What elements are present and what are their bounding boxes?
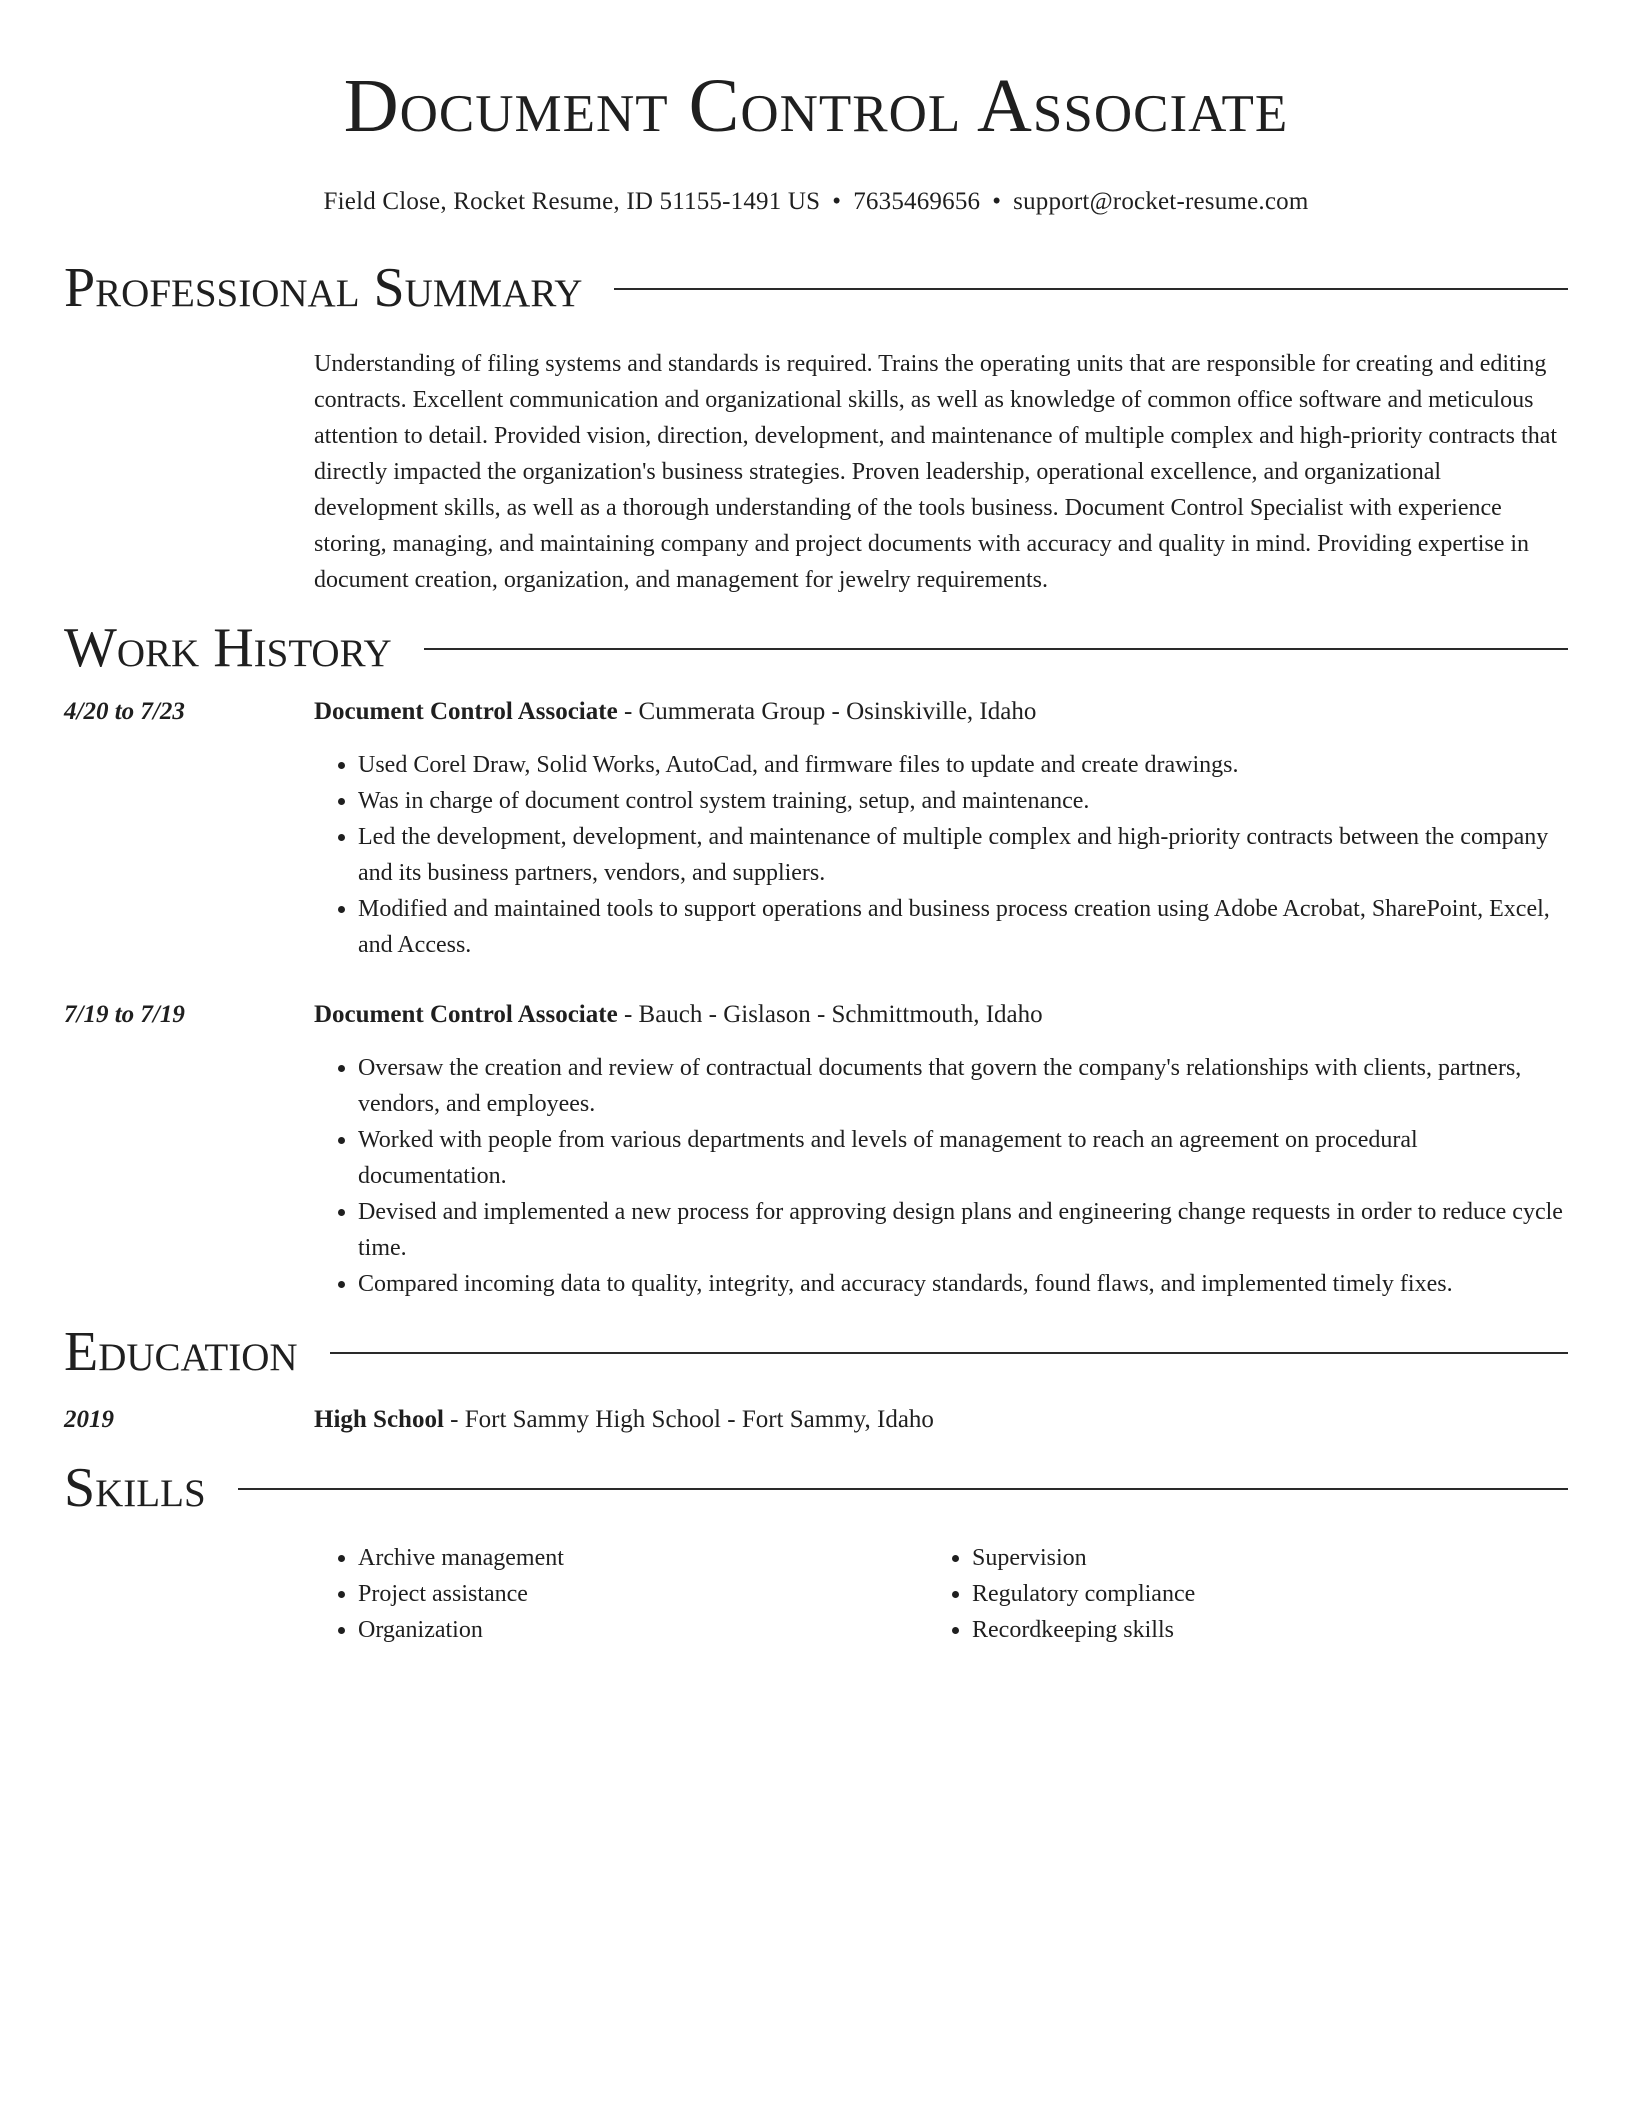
resume-page: [64, 0, 1568, 1648]
education-school: - Fort Sammy High School - Fort Sammy, Idaho: [443, 1406, 934, 1433]
job-bullet: • Led the development, development, and maintenance of multiple complex and high-priority contracts between the company and its business partners, vendors, and suppliers.: [358, 819, 1568, 891]
skills-column-right: [928, 1540, 1542, 1648]
contact-line: [64, 186, 1568, 218]
job-dates: 4/20 to 7/23: [64, 698, 185, 725]
skill-item: • Supervision: [972, 1540, 1542, 1576]
summary-text: Understanding of filing systems and standards is required. Trains the operating units that are responsible for creating and editing contracts. Excellent communication and organizational skills, as well as knowledge of common office software and meticulous attention to detail. Provided vision, direction, development, and maintenance of multiple complex and high-priority contracts that directly impacted the organization's business strategies. Proven leadership, operational excellence, and organizational development skills, as well as a thorough understanding of the tools business. Document Control Specialist with experience storing, managing, and maintaining company and project documents with accuracy and quality in mind. Providing expertise in document creation, organization, and management for jewelry requirements.: [314, 351, 1558, 593]
job-heading: [314, 694, 1568, 730]
job-bullet: • Was in charge of document control system training, setup, and maintenance.: [358, 783, 1568, 819]
skill-item: • Regulatory compliance: [972, 1576, 1542, 1612]
job-bullet: • Modified and maintained tools to support operations and business process creation using Adobe Acrobat, SharePoint, Excel, and Access.: [358, 891, 1568, 963]
section-title-summary: Professional Summary: [64, 257, 583, 319]
section-divider: [424, 648, 1568, 650]
work-history-header: [64, 616, 1568, 680]
job-entry: [64, 694, 1568, 963]
skill-item: • Organization: [358, 1612, 928, 1648]
job-bullet: • Oversaw the creation and review of contractual documents that govern the company's relationships with clients, partners, vendors, and employees.: [358, 1050, 1568, 1122]
education-entry: [64, 1402, 1568, 1438]
job-bullets: [314, 1050, 1568, 1302]
job-employer: - Cummerata Group - Osinskiville, Idaho: [617, 698, 1037, 725]
job-heading: [314, 997, 1568, 1033]
skills-column-left: [314, 1540, 928, 1648]
education-heading: [314, 1402, 934, 1438]
job-body: [314, 694, 1568, 963]
job-entry: [64, 997, 1568, 1302]
section-title-education: Education: [64, 1321, 298, 1383]
address: Field Close, Rocket Resume, ID 51155-1491 US: [323, 188, 821, 215]
skills-header: [64, 1456, 1568, 1520]
skill-item: • Project assistance: [358, 1576, 928, 1612]
skill-item: • Recordkeeping skills: [972, 1612, 1542, 1648]
job-bullet: • Worked with people from various departments and levels of management to reach an agreement on procedural documentation.: [358, 1122, 1568, 1194]
section-divider: [614, 288, 1568, 290]
job-dates: 7/19 to 7/19: [64, 1001, 185, 1028]
job-bullet: • Devised and implemented a new process for approving design plans and engineering change requests in order to reduce cycle time.: [358, 1194, 1568, 1266]
skills-list: [314, 1540, 1568, 1648]
job-position: Document Control Associate: [314, 698, 618, 725]
phone: 7635469656: [853, 188, 981, 215]
job-bullets: [314, 747, 1568, 963]
section-divider: [330, 1352, 1568, 1354]
job-position: Document Control Associate: [314, 1001, 618, 1028]
candidate-name: Document Control Associate: [343, 64, 1289, 148]
job-bullet: • Compared incoming data to quality, integrity, and accuracy standards, found flaws, and implemented timely fixes.: [358, 1266, 1568, 1302]
education-year: 2019: [64, 1406, 114, 1433]
email: support@rocket-resume.com: [1013, 188, 1309, 215]
separator-dot: •: [992, 188, 1002, 215]
job-employer: - Bauch - Gislason - Schmittmouth, Idaho: [617, 1001, 1043, 1028]
education-header: [64, 1320, 1568, 1384]
summary-header: [64, 256, 1568, 320]
separator-dot: •: [832, 188, 842, 215]
section-title-skills: Skills: [64, 1457, 206, 1519]
education-degree: High School: [314, 1406, 444, 1433]
section-title-work-history: Work History: [64, 617, 392, 679]
skill-item: • Archive management: [358, 1540, 928, 1576]
job-bullet: • Used Corel Draw, Solid Works, AutoCad, and firmware files to update and create drawings.: [358, 747, 1568, 783]
section-divider: [238, 1488, 1568, 1490]
job-body: [314, 997, 1568, 1302]
